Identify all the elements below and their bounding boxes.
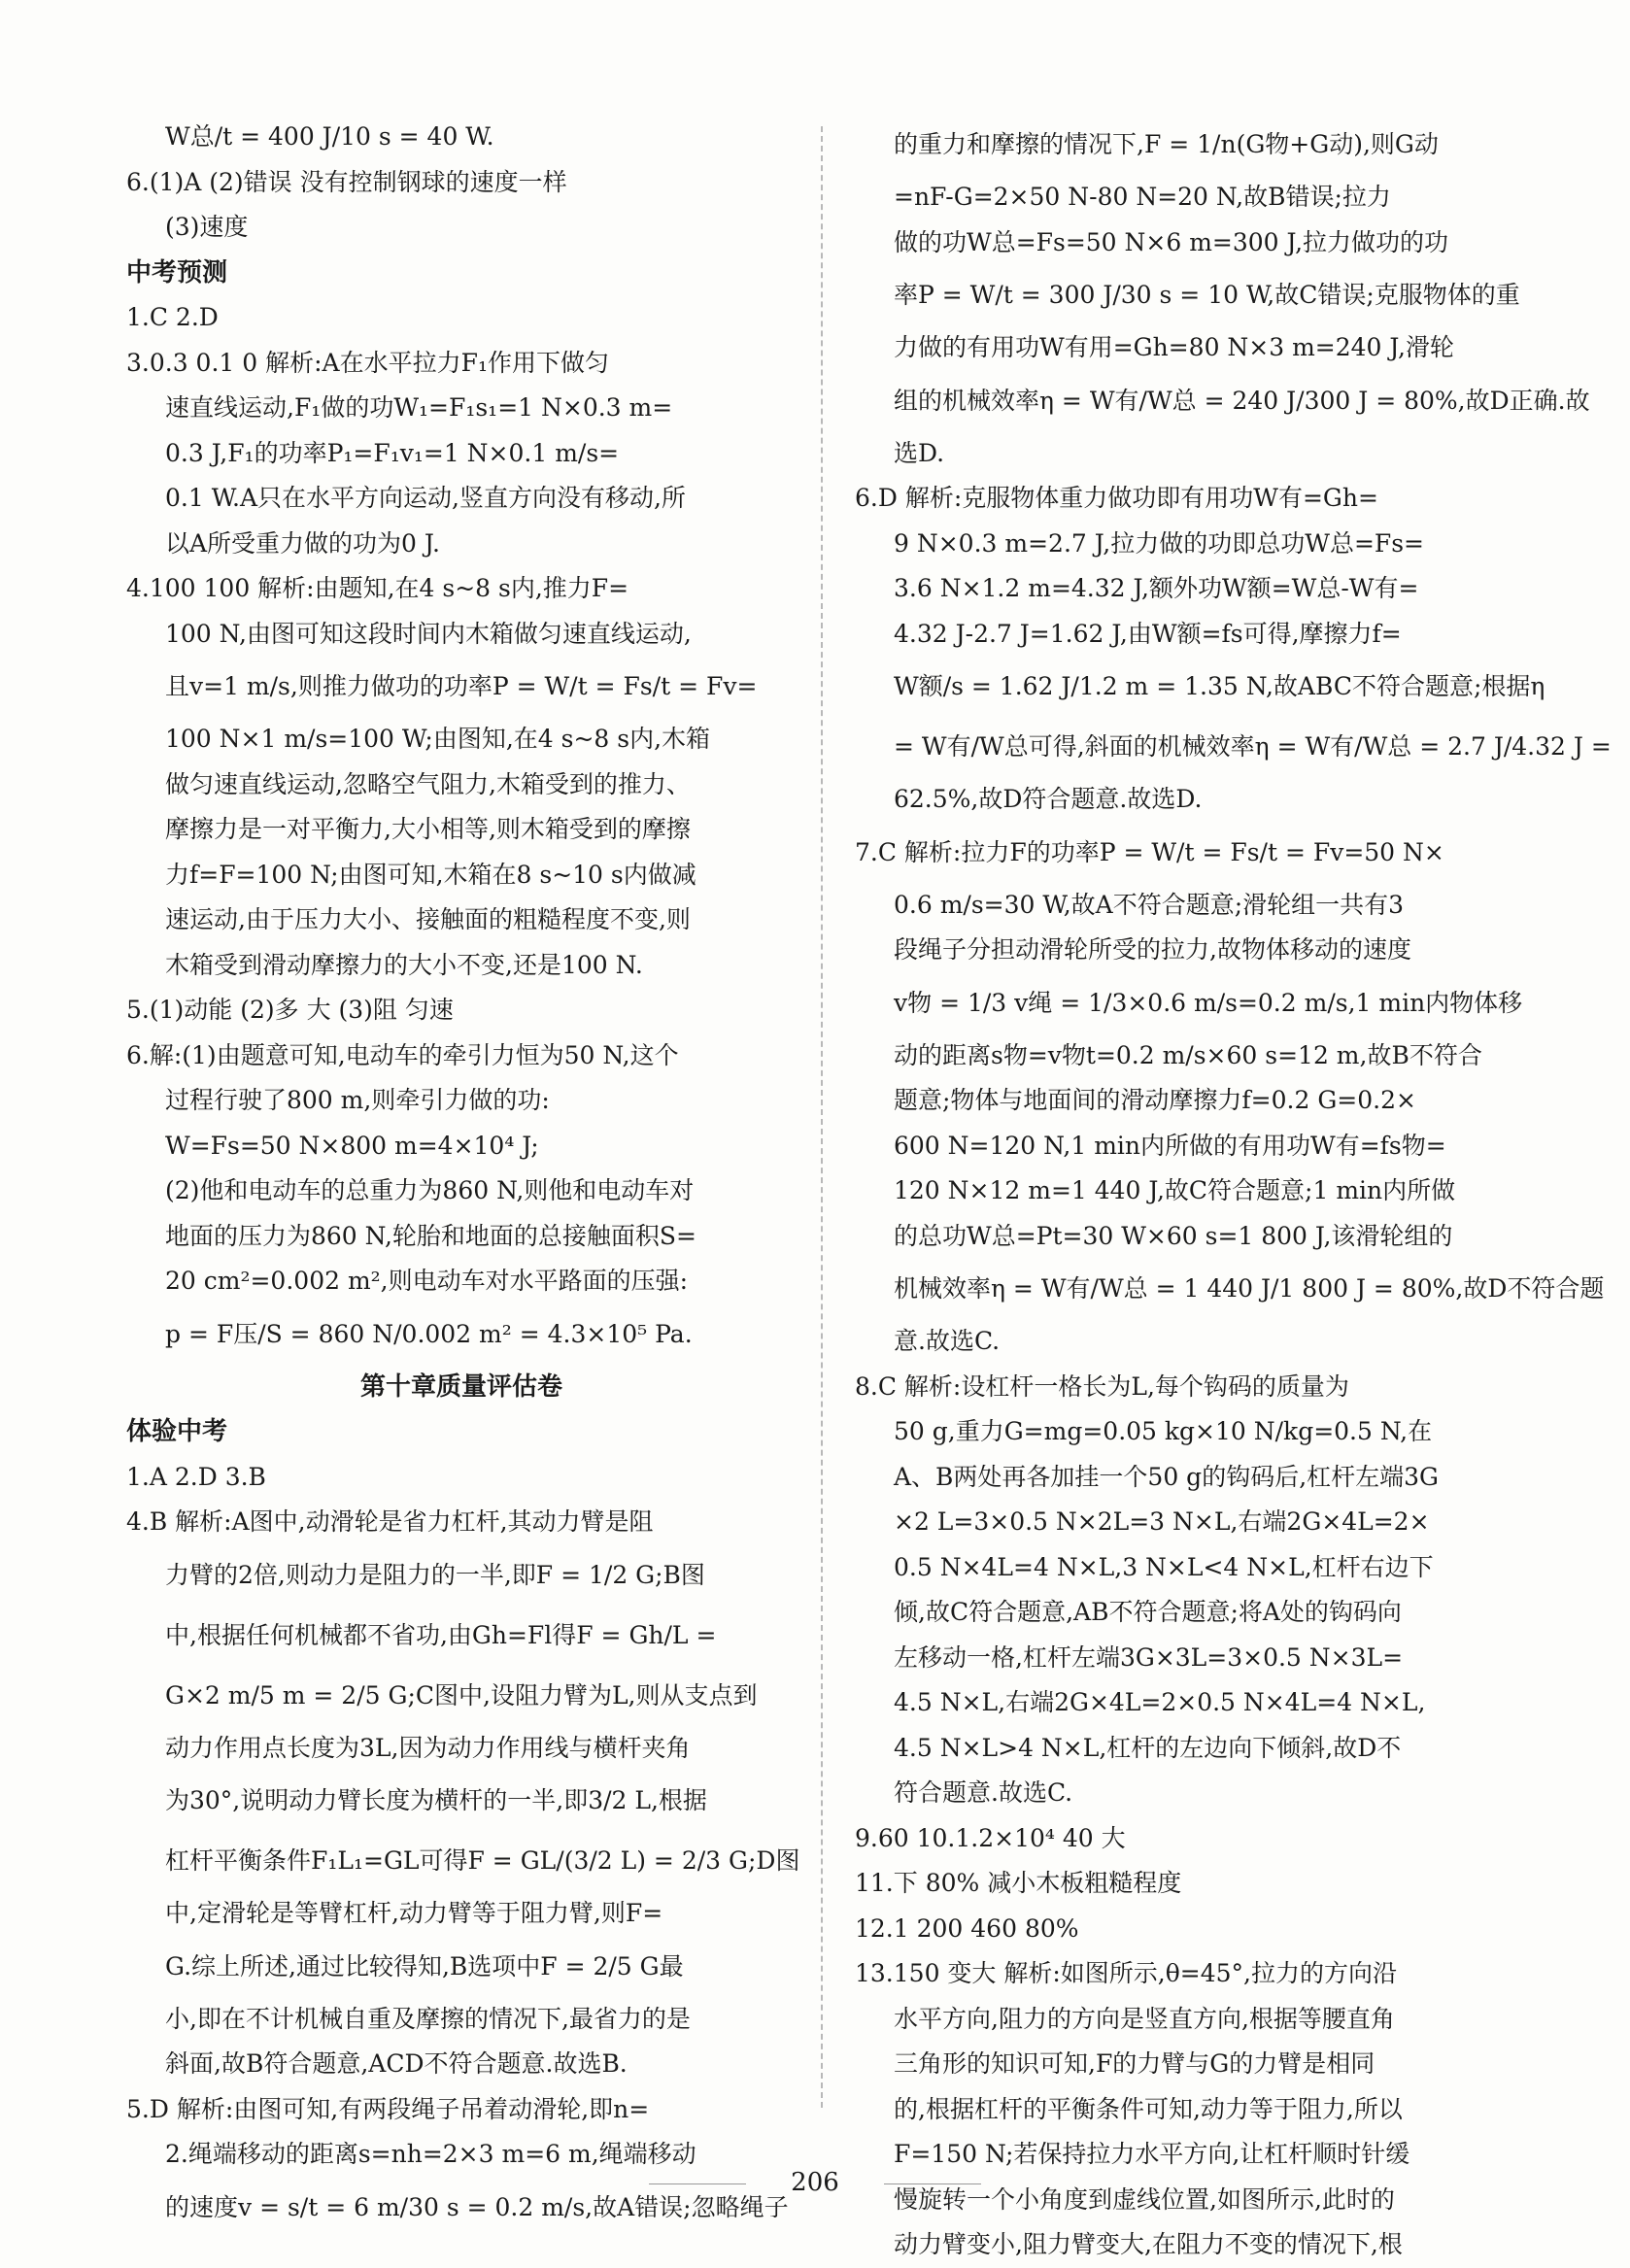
right-line: A、B两处再各加挂一个50 g的钩码后,杠杆左端3G bbox=[894, 1462, 1440, 1491]
right-line: 题意;物体与地面间的滑动摩擦力f=0.2 G=0.2× bbox=[894, 1086, 1416, 1114]
right-line: 动的距离s物=v物t=0.2 m/s×60 s=12 m,故B不符合 bbox=[894, 1040, 1482, 1069]
left-line: 力f=F=100 N;由图可知,木箱在8 s~10 s内做减 bbox=[165, 860, 696, 889]
left-line: 木箱受到滑动摩擦力的大小不变,还是100 N. bbox=[165, 950, 643, 979]
right-line: 600 N=120 N,1 min内所做的有用功W有=fs物= bbox=[894, 1131, 1446, 1160]
left-line: 0.1 W.A只在水平方向运动,竖直方向没有移动,所 bbox=[165, 484, 686, 512]
right-line: 120 N×12 m=1 440 J,故C符合题意;1 min内所做 bbox=[894, 1176, 1456, 1204]
left-line: 摩擦力是一对平衡力,大小相等,则木箱受到的摩擦 bbox=[165, 815, 691, 843]
right-line: 9 N×0.3 m=2.7 J,拉力做的功即总功W总=Fs= bbox=[894, 528, 1425, 558]
right-line: 0.6 m/s=30 W,故A不符合题意;滑轮组一共有3 bbox=[894, 890, 1405, 919]
right-line: = W有/W总可得,斜面的机械效率η = W有/W总 = 2.7 J/4.32 J = bbox=[894, 732, 1612, 761]
right-line: 符合题意.故选C. bbox=[894, 1778, 1073, 1807]
right-line: 9.60 10.1.2×10⁴ 40 大 bbox=[855, 1823, 1126, 1852]
column-divider bbox=[821, 126, 823, 2108]
right-line: =nF-G=2×50 N-80 N=20 N,故B错误;拉力 bbox=[894, 183, 1391, 211]
right-line: 水平方向,阻力的方向是竖直方向,根据等腰直角 bbox=[894, 2004, 1395, 2033]
right-line: 62.5%,故D符合题意.故选D. bbox=[894, 785, 1203, 813]
right-column bbox=[855, 115, 1612, 2268]
left-line: 地面的压力为860 N,轮胎和地面的总接触面积S= bbox=[165, 1221, 696, 1250]
right-line: 0.5 N×4L=4 N×L,3 N×L<4 N×L,杠杆右边下 bbox=[894, 1552, 1434, 1581]
left-line: 力臂的2倍,则动力是阻力的一半,即F = 1/2 G;B图 bbox=[165, 1560, 705, 1589]
left-line: W总/t = 400 J/10 s = 40 W. bbox=[165, 122, 494, 151]
left-line: 1.C 2.D bbox=[126, 303, 219, 331]
right-line: 6.D 解析:克服物体重力做功即有用功W有=Gh= bbox=[855, 484, 1378, 512]
right-line: 13.150 变大 解析:如图所示,θ=45°,拉力的方向沿 bbox=[855, 1959, 1397, 1987]
left-line: (3)速度 bbox=[165, 213, 249, 241]
left-line: 杠杆平衡条件F₁L₁=GL可得F = GL/(3/2 L) = 2/3 G;D图 bbox=[165, 1846, 800, 1875]
right-line: W额/s = 1.62 J/1.2 m = 1.35 N,故ABC不符合题意;根据η bbox=[894, 672, 1545, 700]
left-line: 过程行驶了800 m,则牵引力做的功: bbox=[165, 1086, 550, 1114]
right-line: F=150 N;若保持拉力水平方向,让杠杆顺时针缓 bbox=[894, 2140, 1410, 2168]
left-line: 5.D 解析:由图可知,有两段绳子吊着动滑轮,即n= bbox=[126, 2094, 650, 2123]
right-line: 倾,故C符合题意,AB不符合题意;将A处的钩码向 bbox=[894, 1598, 1402, 1626]
right-line: 做的功W总=Fs=50 N×6 m=300 J,拉力做功的功 bbox=[894, 227, 1449, 256]
left-line: 0.3 J,F₁的功率P₁=F₁v₁=1 N×0.1 m/s= bbox=[165, 438, 620, 467]
right-line: 机械效率η = W有/W总 = 1 440 J/1 800 J = 80%,故D不符合题 bbox=[894, 1274, 1605, 1303]
left-line: 斜面,故B符合题意,ACD不符合题意.故选B. bbox=[165, 2049, 628, 2078]
right-line: 4.5 N×L,右端2G×4L=2×0.5 N×4L=4 N×L, bbox=[894, 1688, 1426, 1716]
right-line: 选D. bbox=[894, 438, 945, 467]
right-line: 4.5 N×L>4 N×L,杠杆的左边向下倾斜,故D不 bbox=[894, 1733, 1402, 1762]
left-line: (2)他和电动车的总重力为860 N,则他和电动车对 bbox=[165, 1176, 695, 1204]
right-line: 的总功W总=Pt=30 W×60 s=1 800 J,该滑轮组的 bbox=[894, 1221, 1453, 1250]
left-line: G×2 m/5 m = 2/5 G;C图中,设阻力臂为L,则从支点到 bbox=[165, 1680, 758, 1709]
right-line: 8.C 解析:设杠杆一格长为L,每个钩码的质量为 bbox=[855, 1371, 1349, 1401]
right-line: 50 g,重力G=mg=0.05 kg×10 N/kg=0.5 N,在 bbox=[894, 1417, 1433, 1445]
left-line: 小,即在不计机械自重及摩擦的情况下,最省力的是 bbox=[165, 2004, 691, 2033]
right-line: 慢旋转一个小角度到虚线位置,如图所示,此时的 bbox=[894, 2184, 1395, 2214]
footer-dash-left bbox=[649, 2183, 746, 2184]
left-line: 中,定滑轮是等臂杠杆,动力臂等于阻力臂,则F= bbox=[165, 1899, 663, 1927]
right-line: 的重力和摩擦的情况下,F = 1/n(G物+G动),则G动 bbox=[894, 130, 1439, 158]
left-column bbox=[126, 115, 800, 2238]
left-line: 6.(1)A (2)错误 没有控制钢球的速度一样 bbox=[126, 167, 567, 196]
left-line: 速直线运动,F₁做的功W₁=F₁s₁=1 N×0.3 m= bbox=[165, 393, 673, 422]
left-line: 第十章质量评估卷 bbox=[359, 1371, 562, 1402]
right-line: 力做的有用功W有用=Gh=80 N×3 m=240 J,滑轮 bbox=[894, 333, 1454, 361]
left-line: 20 cm²=0.002 m²,则电动车对水平路面的压强: bbox=[165, 1267, 689, 1295]
right-line: 7.C 解析:拉力F的功率P = W/t = Fs/t = Fv=50 N× bbox=[855, 837, 1444, 866]
left-line: 6.解:(1)由题意可知,电动车的牵引力恒为50 N,这个 bbox=[126, 1040, 679, 1069]
right-line: 意.故选C. bbox=[894, 1327, 1001, 1355]
right-line: 率P = W/t = 300 J/30 s = 10 W,故C错误;克服物体的重 bbox=[894, 281, 1520, 309]
left-line: 速运动,由于压力大小、接触面的粗糙程度不变,则 bbox=[165, 905, 691, 933]
right-line: v物 = 1/3 v绳 = 1/3×0.6 m/s=0.2 m/s,1 min内物体移 bbox=[894, 988, 1523, 1017]
left-line: 1.A 2.D 3.B bbox=[126, 1462, 266, 1491]
page-number: 206 bbox=[791, 2168, 839, 2197]
right-line: 11.下 80% 减小木板粗糙程度 bbox=[855, 1869, 1182, 1897]
left-line: 4.100 100 解析:由题知,在4 s~8 s内,推力F= bbox=[126, 574, 629, 602]
left-line: 为30°,说明动力臂长度为横杆的一半,即3/2 L,根据 bbox=[165, 1786, 707, 1814]
left-line: 体验中考 bbox=[126, 1417, 228, 1446]
page-footer bbox=[0, 2168, 1630, 2197]
left-line: 3.0.3 0.1 0 解析:A在水平拉力F₁作用下做匀 bbox=[126, 348, 609, 377]
right-line: 3.6 N×1.2 m=4.32 J,额外功W额=W总-W有= bbox=[894, 574, 1419, 602]
left-line: 动力作用点长度为3L,因为动力作用线与横杆夹角 bbox=[165, 1733, 691, 1762]
left-line: p = F压/S = 860 N/0.002 m² = 4.3×10⁵ Pa. bbox=[165, 1319, 693, 1348]
left-line: 100 N×1 m/s=100 W;由图知,在4 s~8 s内,木箱 bbox=[165, 725, 711, 753]
footer-dash-right bbox=[884, 2183, 981, 2184]
right-line: 组的机械效率η = W有/W总 = 240 J/300 J = 80%,故D正确.故 bbox=[894, 386, 1590, 415]
left-line: 中,根据任何机械都不省功,由Gh=Fl得F = Gh/L = bbox=[165, 1620, 717, 1649]
left-line: 且v=1 m/s,则推力做功的功率P = W/t = Fs/t = Fv= bbox=[165, 672, 758, 700]
right-line: 4.32 J-2.7 J=1.62 J,由W额=fs可得,摩擦力f= bbox=[894, 619, 1402, 648]
left-line: 做匀速直线运动,忽略空气阻力,木箱受到的推力、 bbox=[165, 769, 691, 798]
left-line: 的速度v = s/t = 6 m/30 s = 0.2 m/s,故A错误;忽略绳子 bbox=[165, 2192, 789, 2221]
left-line: 5.(1)动能 (2)多 大 (3)阻 匀速 bbox=[126, 996, 454, 1024]
right-line: 左移动一格,杠杆左端3G×3L=3×0.5 N×3L= bbox=[894, 1642, 1404, 1672]
left-line: 4.B 解析:A图中,动滑轮是省力杠杆,其动力臂是阻 bbox=[126, 1507, 654, 1536]
right-line: 的,根据杠杆的平衡条件可知,动力等于阻力,所以 bbox=[894, 2094, 1403, 2123]
left-line: 以A所受重力做的功为0 J. bbox=[165, 528, 440, 558]
left-line: W=Fs=50 N×800 m=4×10⁴ J; bbox=[165, 1131, 539, 1160]
left-line: 中考预测 bbox=[126, 257, 228, 288]
right-line: ×2 L=3×0.5 N×2L=3 N×L,右端2G×4L=2× bbox=[894, 1507, 1430, 1536]
left-line: G.综上所述,通过比较得知,B选项中F = 2/5 G最 bbox=[165, 1951, 684, 1980]
left-line: 100 N,由图可知这段时间内木箱做匀速直线运动, bbox=[165, 619, 692, 648]
right-line: 动力臂变小,阻力臂变大,在阻力不变的情况下,根 bbox=[894, 2230, 1403, 2258]
left-line: 2.绳端移动的距离s=nh=2×3 m=6 m,绳端移动 bbox=[165, 2140, 696, 2168]
right-line: 三角形的知识可知,F的力臂与G的力臂是相同 bbox=[894, 2049, 1375, 2078]
right-line: 段绳子分担动滑轮所受的拉力,故物体移动的速度 bbox=[894, 935, 1411, 964]
right-line: 12.1 200 460 80% bbox=[855, 1913, 1079, 1943]
